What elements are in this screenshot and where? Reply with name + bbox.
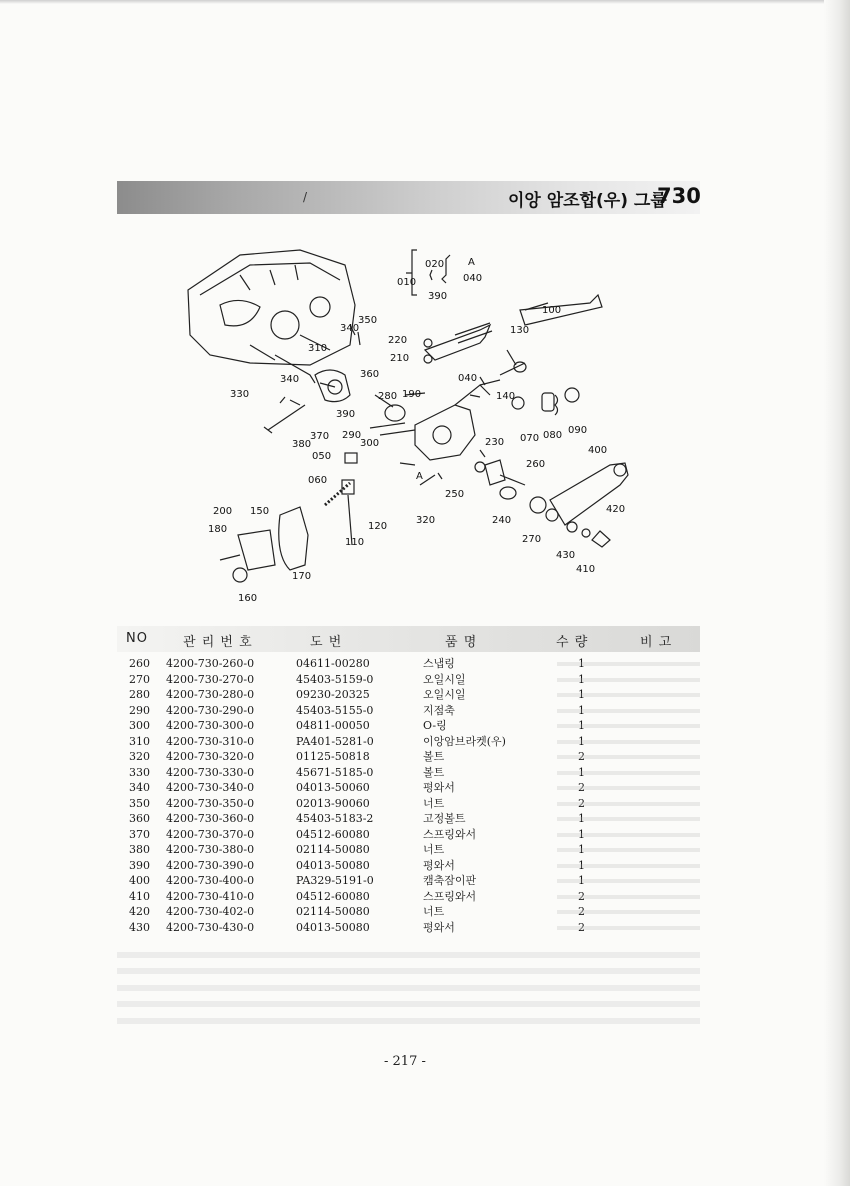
row-no: 340 (129, 781, 150, 794)
label-160: 160 (238, 593, 258, 604)
row-no: 320 (129, 750, 150, 763)
row-no: 310 (129, 734, 150, 748)
row-quantity: 1 (578, 843, 585, 856)
label-390: 390 (336, 409, 356, 420)
row-no: 420 (129, 905, 150, 918)
row-no: 400 (129, 874, 150, 887)
row-quantity: 2 (578, 750, 585, 763)
label-130: 130 (510, 325, 530, 336)
row-drawing-number: 04013-50060 (296, 781, 370, 794)
label-110: 110 (345, 537, 365, 548)
label-290: 290 (342, 430, 362, 441)
row-no: 390 (129, 858, 150, 872)
row-part-name: 오일시일 (423, 672, 466, 686)
row-quantity: 1 (578, 672, 585, 686)
faded-row (117, 1018, 700, 1024)
row-part-name: 스냅링 (423, 657, 455, 670)
col-header-part-name: 품 명 (445, 635, 478, 650)
label-040: 040 (458, 373, 478, 384)
row-part-name: 볼트 (423, 765, 445, 779)
row-quantity: 1 (578, 765, 585, 779)
col-header-no: NO (126, 631, 148, 646)
page-shadow (824, 0, 850, 1186)
row-part-name: 스프링와서 (423, 889, 477, 903)
col-header-drawing-number: 도 번 (310, 635, 343, 650)
row-mgmt-number: 4200-730-280-0 (166, 688, 255, 701)
row-part-name: 오일시일 (423, 688, 466, 701)
row-mgmt-number: 4200-730-380-0 (166, 843, 255, 856)
label-170: 170 (292, 571, 312, 582)
row-no: 370 (129, 827, 150, 841)
table-row (117, 703, 700, 719)
label-240: 240 (492, 515, 512, 526)
section-title: 이앙 암조합(우) 그룹 (508, 191, 667, 211)
row-drawing-number: 02013-90060 (296, 796, 370, 810)
label-190: 190 (402, 389, 422, 400)
col-header-quantity: 수 량 (556, 635, 589, 650)
row-drawing-number: 04512-60080 (296, 889, 370, 903)
label-360: 360 (360, 369, 380, 380)
row-drawing-number: 04811-00050 (296, 719, 370, 732)
page-edge (0, 0, 850, 4)
label-320: 320 (416, 515, 436, 526)
row-no: 360 (129, 812, 150, 825)
exploded-parts-diagram (180, 235, 650, 605)
table-row (117, 765, 700, 781)
row-quantity: 2 (578, 920, 585, 934)
label-370: 370 (310, 431, 330, 442)
row-no: 300 (129, 719, 150, 732)
row-mgmt-number: 4200-730-402-0 (166, 905, 255, 918)
row-quantity: 2 (578, 781, 585, 794)
row-no: 280 (129, 688, 150, 701)
row-part-name: 평와서 (423, 781, 455, 794)
row-mgmt-number: 4200-730-360-0 (166, 812, 255, 825)
table-row (117, 687, 700, 703)
header-mark: / (303, 190, 308, 204)
row-quantity: 1 (578, 703, 585, 717)
row-drawing-number: 04611-00280 (296, 657, 370, 670)
row-mgmt-number: 4200-730-320-0 (166, 750, 255, 763)
label-120: 120 (368, 521, 388, 532)
table-row (117, 734, 700, 750)
table-row (117, 827, 700, 843)
label-420: 420 (606, 504, 626, 515)
row-drawing-number: 02114-50080 (296, 843, 370, 856)
row-part-name: 고정볼트 (423, 812, 466, 825)
label-390-top: 390 (428, 291, 448, 302)
label-100: 100 (542, 305, 562, 316)
label-380: 380 (292, 439, 312, 450)
row-part-name: 볼트 (423, 750, 445, 763)
label-140: 140 (496, 391, 516, 402)
label-430: 430 (556, 550, 576, 561)
row-drawing-number: 45403-5155-0 (296, 703, 374, 717)
faded-row (117, 1001, 700, 1007)
row-mgmt-number: 4200-730-330-0 (166, 765, 255, 779)
row-quantity: 1 (578, 719, 585, 732)
row-quantity: 1 (578, 688, 585, 701)
row-mgmt-number: 4200-730-340-0 (166, 781, 255, 794)
label-270: 270 (522, 534, 542, 545)
label-070: 070 (520, 433, 540, 444)
row-no: 260 (129, 657, 150, 670)
row-mgmt-number: 4200-730-310-0 (166, 734, 255, 748)
table-row (117, 811, 700, 827)
label-A: A (468, 257, 475, 268)
table-row (117, 920, 700, 936)
row-quantity: 2 (578, 905, 585, 918)
label-090: 090 (568, 425, 588, 436)
row-no: 430 (129, 920, 150, 934)
row-no: 380 (129, 843, 150, 856)
row-mgmt-number: 4200-730-270-0 (166, 672, 255, 686)
arm-400 (550, 463, 628, 525)
row-quantity: 1 (578, 734, 585, 748)
row-quantity: 1 (578, 858, 585, 872)
label-180: 180 (208, 524, 228, 535)
row-part-name: 캠축잠이판 (423, 874, 477, 887)
row-quantity: 1 (578, 827, 585, 841)
label-330: 330 (230, 389, 250, 400)
label-410: 410 (576, 564, 596, 575)
row-drawing-number: 04512-60080 (296, 827, 370, 841)
row-drawing-number: 02114-50080 (296, 905, 370, 918)
faded-row (117, 985, 700, 991)
row-quantity: 2 (578, 889, 585, 903)
faded-row (117, 952, 700, 958)
label-260: 260 (526, 459, 546, 470)
row-quantity: 1 (578, 874, 585, 887)
label-350: 350 (358, 315, 378, 326)
row-no: 350 (129, 796, 150, 810)
label-340-b: 340 (280, 374, 300, 385)
label-200: 200 (213, 506, 233, 517)
row-drawing-number: 45671-5185-0 (296, 765, 374, 779)
row-part-name: O-링 (423, 719, 447, 732)
table-row (117, 718, 700, 734)
label-220: 220 (388, 335, 408, 346)
faded-row (117, 968, 700, 974)
row-part-name: 스프링와서 (423, 827, 477, 841)
label-310: 310 (308, 343, 328, 354)
label-020: 020 (425, 259, 445, 270)
table-row (117, 889, 700, 905)
row-mgmt-number: 4200-730-370-0 (166, 827, 255, 841)
label-400: 400 (588, 445, 608, 456)
col-header-remark: 비 고 (640, 635, 673, 650)
table-row (117, 858, 700, 874)
label-050: 050 (312, 451, 332, 462)
table-row (117, 842, 700, 858)
label-300: 300 (360, 438, 380, 449)
page-number: - 217 - (384, 1054, 426, 1069)
label-280: 280 (378, 391, 398, 402)
table-row (117, 749, 700, 765)
row-mgmt-number: 4200-730-400-0 (166, 874, 255, 887)
row-mgmt-number: 4200-730-350-0 (166, 796, 255, 810)
label-150: 150 (250, 506, 270, 517)
label-210: 210 (390, 353, 410, 364)
row-no: 290 (129, 703, 150, 717)
row-drawing-number: 04013-50080 (296, 858, 370, 872)
row-mgmt-number: 4200-730-410-0 (166, 889, 255, 903)
row-drawing-number: 09230-20325 (296, 688, 370, 701)
row-drawing-number: 45403-5183-2 (296, 812, 374, 825)
main-bracket (415, 405, 475, 460)
row-mgmt-number: 4200-730-260-0 (166, 657, 255, 670)
label-080: 080 (543, 430, 563, 441)
row-part-name: 너트 (423, 905, 445, 918)
row-drawing-number: PA401-5281-0 (296, 734, 374, 748)
row-mgmt-number: 4200-730-430-0 (166, 920, 255, 934)
label-A2: A (416, 471, 423, 482)
label-010: 010 (397, 277, 417, 288)
row-quantity: 2 (578, 796, 585, 810)
label-060: 060 (308, 475, 328, 486)
row-drawing-number: 01125-50818 (296, 750, 370, 763)
row-mgmt-number: 4200-730-390-0 (166, 858, 255, 872)
row-drawing-number: PA329-5191-0 (296, 874, 374, 887)
row-drawing-number: 45403-5159-0 (296, 672, 374, 686)
row-drawing-number: 04013-50080 (296, 920, 370, 934)
row-part-name: 지점축 (423, 703, 455, 717)
row-part-name: 이앙암브라켓(우) (423, 734, 506, 748)
col-header-mgmt-number: 관 리 번 호 (183, 635, 253, 650)
row-no: 270 (129, 672, 150, 686)
row-mgmt-number: 4200-730-300-0 (166, 719, 255, 732)
table-row (117, 672, 700, 688)
row-quantity: 1 (578, 812, 585, 825)
row-mgmt-number: 4200-730-290-0 (166, 703, 255, 717)
row-part-name: 너트 (423, 796, 445, 810)
label-340-a: 340 (340, 323, 360, 334)
row-part-name: 평와서 (423, 920, 455, 934)
group-number: 730 (657, 184, 701, 208)
table-row (117, 780, 700, 796)
table-row (117, 796, 700, 812)
table-row (117, 656, 700, 672)
row-no: 410 (129, 889, 150, 903)
row-part-name: 너트 (423, 843, 445, 856)
label-230: 230 (485, 437, 505, 448)
label-040-top: 040 (463, 273, 483, 284)
table-row (117, 904, 700, 920)
parts-table-body (117, 656, 700, 935)
row-part-name: 평와서 (423, 858, 455, 872)
row-quantity: 1 (578, 657, 585, 670)
label-250: 250 (445, 489, 465, 500)
table-row (117, 873, 700, 889)
row-no: 330 (129, 765, 150, 779)
